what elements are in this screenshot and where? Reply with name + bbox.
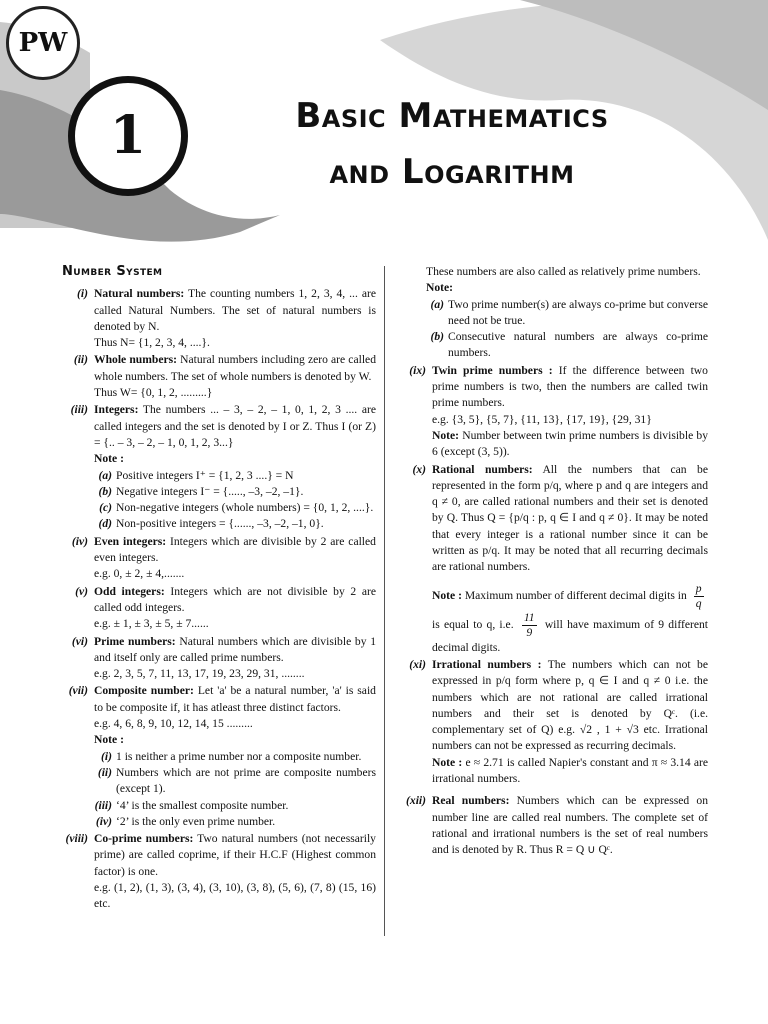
sub-item: (b) Consecutive natural numbers are always co-prime numbers. xyxy=(430,330,708,360)
sub-item: (a) Positive integers I⁺ = {1, 2, 3 ....} = N xyxy=(98,468,294,482)
sub-item: (i) 1 is neither a prime number nor a composite number. xyxy=(101,749,362,763)
section-title: Number System xyxy=(62,264,163,279)
right-column xyxy=(398,264,708,860)
item-rational-numbers: (x) Rational numbers: All the numbers that can be represented in the form p/q, where p and q are integers and q ≠ 0, are called rational numbers and their set is denoted by Q. Thus Q = {p/q : p, q ∈ I and q ≠ 0}. It may be noted that every integer is a rational number since it can be written as p/q. It may be noted that all recurring decimals are rational numbers. Note : Maximum number of different decimal digits in $\frac{p}{q}$ is equal to q, i.e. $\frac{11}{9}$ will have maximum of 9 different decimal digits. xyxy=(412,462,709,654)
sub-item: (ii) Numbers which are not prime are composite numbers (except 1). xyxy=(97,765,376,796)
fraction-p-over-q: $\frac{p}{q}$ xyxy=(695,581,702,610)
item-odd-integers: (v) Odd integers: Integers which are not divisible by 2 are called odd integers. e.g. ± 1, ± 3, ± 5, ± 7...... xyxy=(75,584,377,631)
sub-item: (iii) ‘4’ is the smallest composite number. xyxy=(94,798,289,812)
item-even-integers: (iv) Even integers: Integers which are divisible by 2 are called even integers. e.g. 0, ± 2, ± 4,....... xyxy=(71,534,376,581)
item-real-numbers: (xii) Real numbers: Numbers which can be expressed on number line are called real numbers. The complete set of rational and irrational numbers is the set of real numbers and is denoted by R. Thus R = Q ∪ Qᶜ. xyxy=(406,794,708,857)
sub-item: (c) Non-negative integers (whole numbers) = {0, 1, 2, ....}. xyxy=(99,501,374,515)
chapter-title xyxy=(262,88,642,200)
item-integers: (iii) Integers: The numbers ... – 3, – 2, – 1, 0, 1, 2, 3 .... are called integers and the set is denoted by I or Z. Thus I (or Z) = {.. – 3, – 2, – 1, 0, 1, 2, 3...} Note : (a) Positive integers I⁺ = {1, 2, 3 ....} = N (b) Negative integers I⁻ = {....., –3, –2, –1}. (c) Non-negative integers (whole numbers) = {0, 1, 2, ....}. (d) Non-positive integers = {......, –3, –2, –1, 0}. xyxy=(60,402,376,532)
item-composite-number: (vii) Composite number: Let 'a' be a natural number, 'a' is said to be composite if, it has atleast three distinct factors. e.g. 4, 6, 8, 9, 10, 12, 14, 15 ......... Note : (i) 1 is neither a prime number nor a composite number. (ii) Numbers which are not prime are composite numbers (except 1). (iii) ‘4’ is the smallest composite number. (iv) ‘2’ is the only even prime number. xyxy=(60,683,376,830)
chapter-title-line-1: Basic Mathematics xyxy=(295,96,609,136)
item-whole-numbers: (ii) Whole numbers: Natural numbers including zero are called whole numbers. The set of whole numbers is denoted by W. Thus W= {0, 1, 2, .........} xyxy=(73,353,376,400)
chapter-title-line-2: and Logarithm xyxy=(329,152,575,192)
fraction-11-over-9: $\frac{11}{9}$ xyxy=(523,610,535,639)
chapter-number: 1 xyxy=(109,105,147,166)
logo-text: PW xyxy=(18,28,68,58)
co-prime-continuation: These numbers are also called as relatively prime numbers. Note: (a) Two prime number(s) are always co-prime but converse need not be true. (b) Consecutive natural numbers are always co-prime numbers. xyxy=(398,264,708,362)
item-co-prime-numbers: (viii) Co-prime numbers: Two natural numbers (not necessarily prime) are called coprime, if their H.C.F (Highest common factor) is one. e.g. (1, 2), (1, 3), (3, 4), (3, 10), (3, 8), (5, 6), (7, 8) (15, 16) etc. xyxy=(65,832,376,911)
item-irrational-numbers: (xi) Irrational numbers : The numbers which can not be expressed in p/q form where p, q ∈ I and q ≠ 0 i.e. the numbers which are not rational are called irrational numbers and their set is denoted by Qᶜ. (i.e. complementary set of Q) e.g. √2 , 1 + √3 etc. Irrational numbers can not be expressed as recurring decimals. Note : e ≈ 2.71 is called Napier's constant and π ≈ 3.14 are irrational numbers. xyxy=(409,657,708,786)
sub-item: (iv) ‘2’ is the only even prime number. xyxy=(95,814,276,828)
chapter-number-badge xyxy=(68,76,188,196)
sub-item: (a) Two prime number(s) are always co-prime but converse need not be true. xyxy=(430,297,708,327)
column-divider xyxy=(384,266,385,936)
item-twin-prime-numbers: (ix) Twin prime numbers : If the difference between two prime numbers is two, then the numbers are called twin prime numbers. e.g. {3, 5}, {5, 7}, {11, 13}, {17, 19}, {29, 31} Note: Number between twin prime numbers is divisible by 6 (except (3, 5)). xyxy=(409,363,708,459)
left-column xyxy=(60,264,376,914)
pw-logo xyxy=(6,6,80,80)
sub-item: (b) Negative integers I⁻ = {....., –3, –2, –1}. xyxy=(98,484,304,498)
item-prime-numbers: (vi) Prime numbers: Natural numbers which are divisible by 1 and itself only are called prime numbers. e.g. 2, 3, 5, 7, 11, 13, 17, 19, 23, 29, 31, ........ xyxy=(71,634,376,681)
item-natural-numbers: (i) Natural numbers: The counting numbers 1, 2, 3, 4, ... are called Natural Numbers. The set of natural numbers is denoted by N. Thus N= {1, 2, 3, 4, ....}. xyxy=(77,287,376,350)
sub-item: (d) Non-positive integers = {......, –3, –2, –1, 0}. xyxy=(98,517,324,531)
